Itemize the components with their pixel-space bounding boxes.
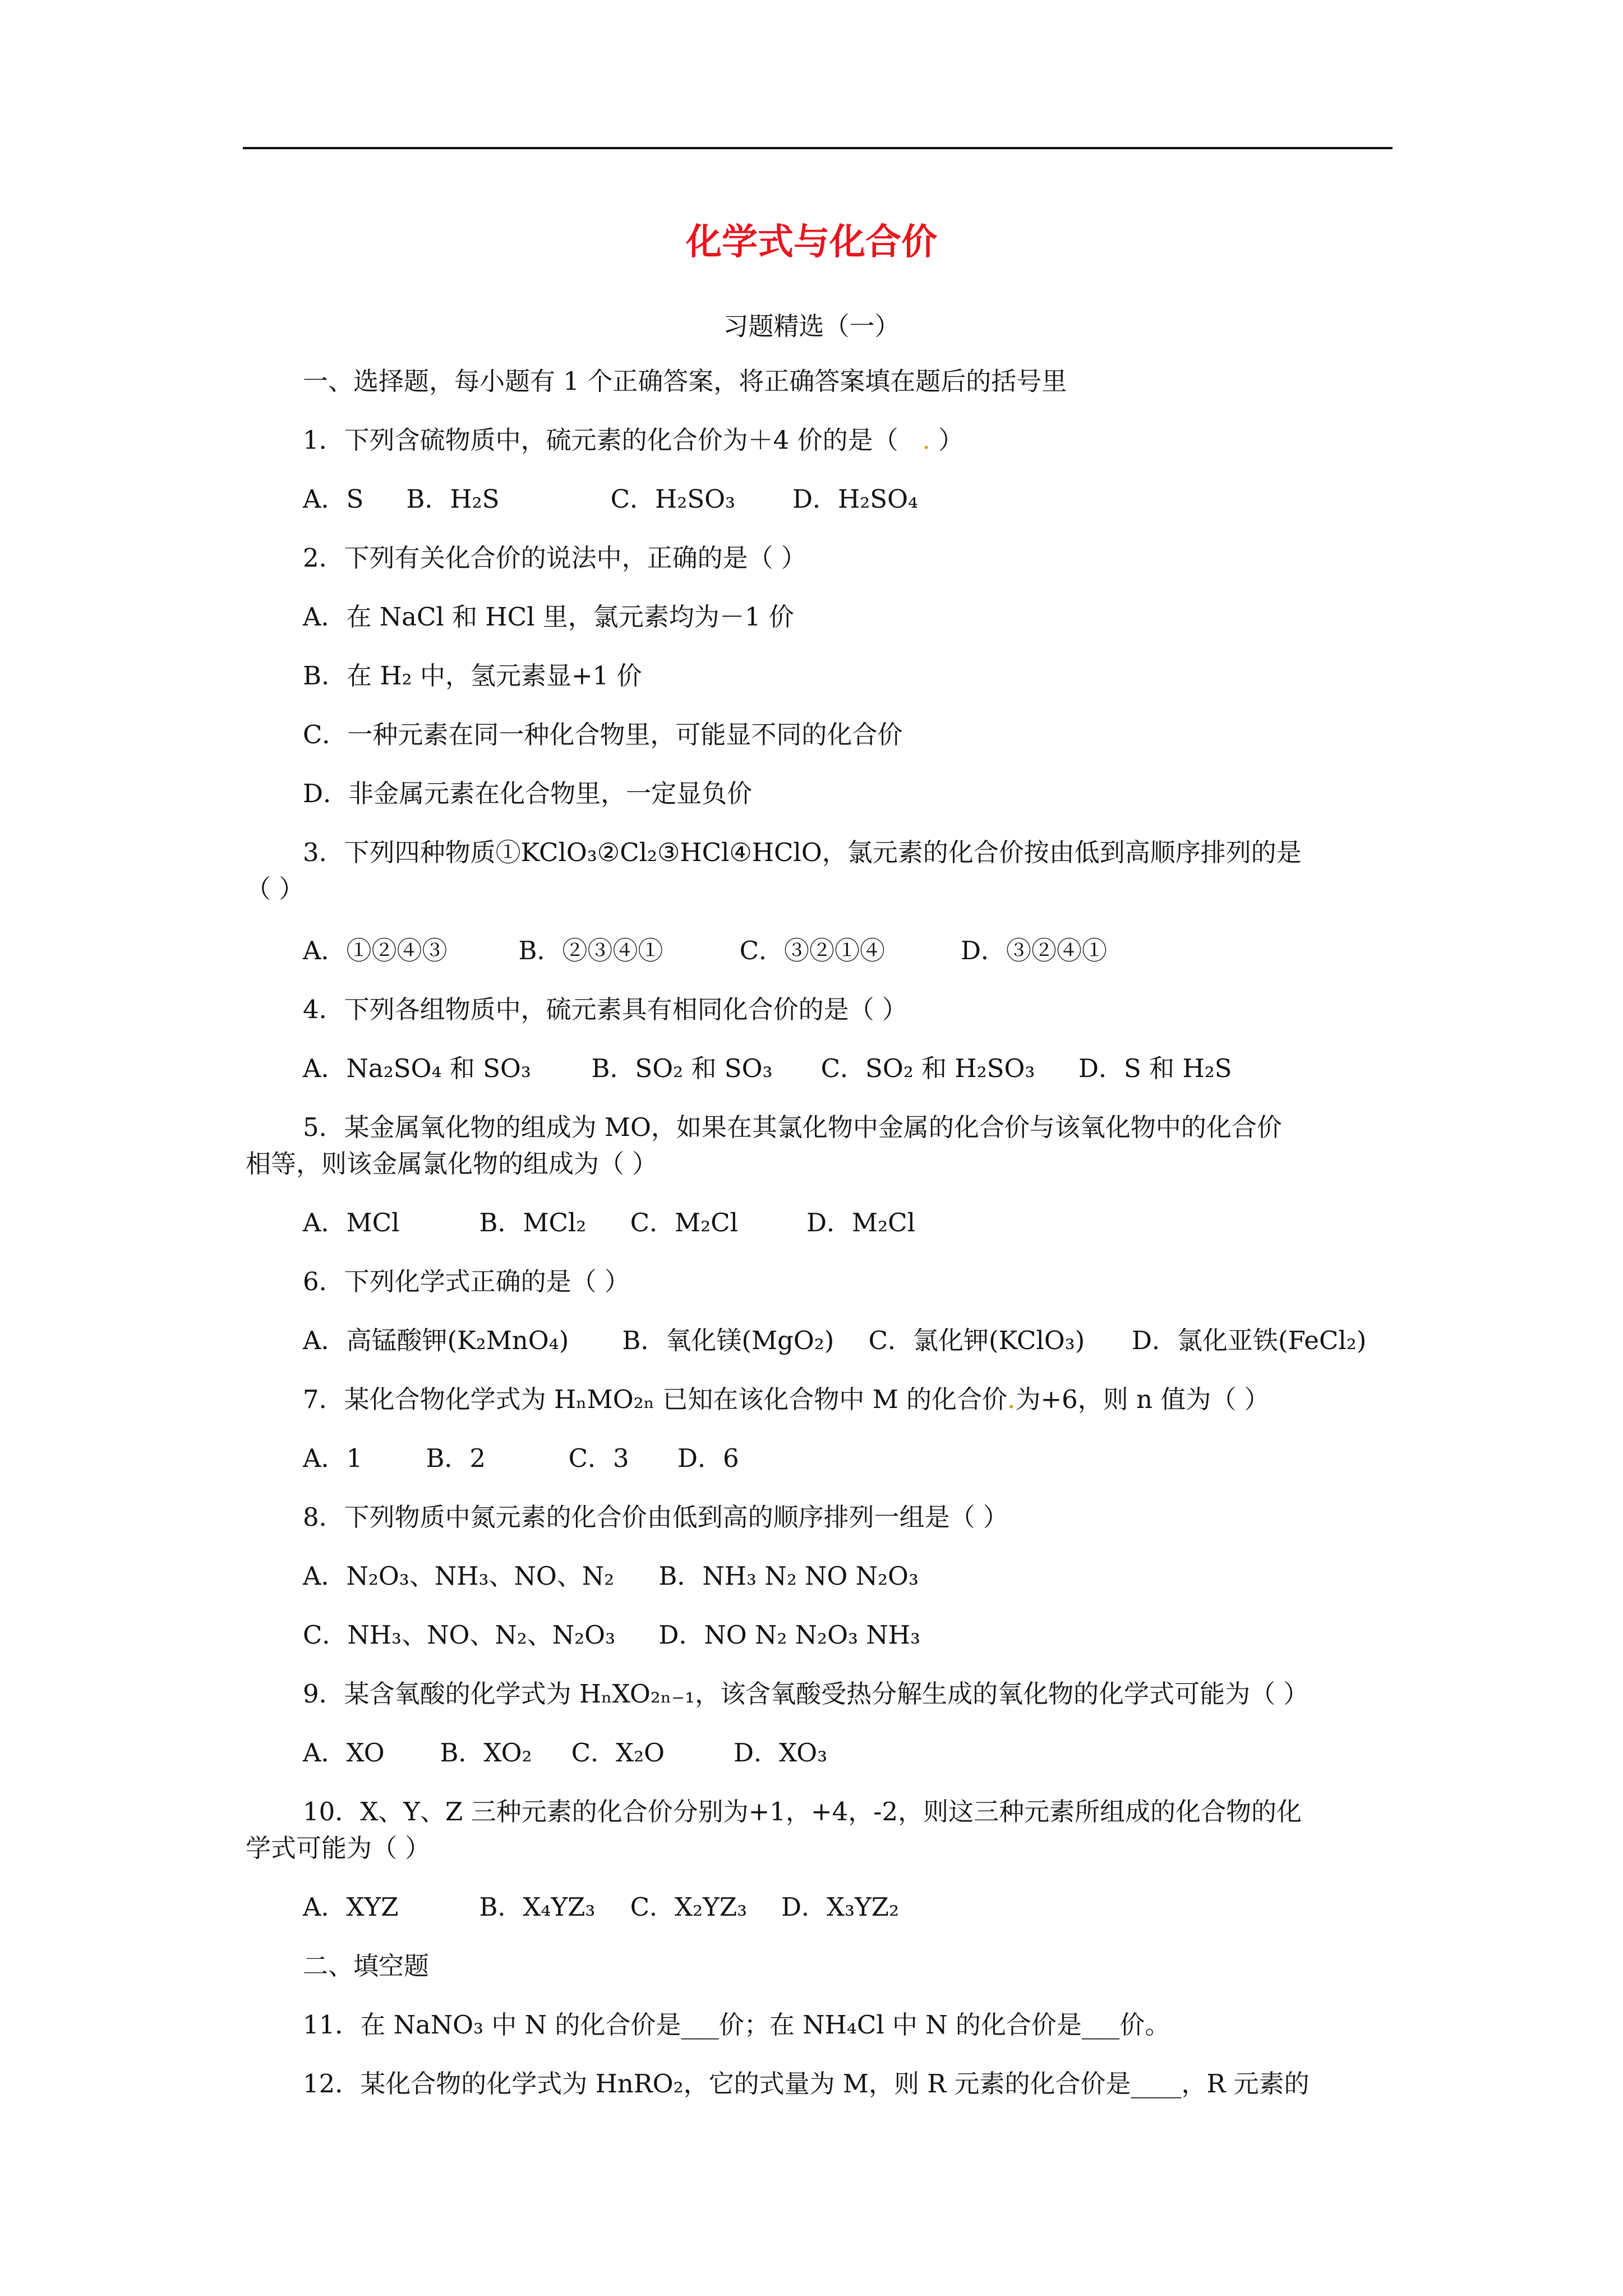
question-stem: 7．某化合物化学式为 HₙMO₂ₙ 已知在该化合物中 M 的化合价 xyxy=(303,1384,1008,1414)
option-a: A．①②④③ xyxy=(303,936,448,965)
question-stem-end: 为+6，则 n 值为（ ） xyxy=(1015,1384,1270,1414)
option-d: D．XO₃ xyxy=(733,1738,828,1768)
question-9: 9．某含氧酸的化学式为 HₙXO₂ₙ₋₁，该含氧酸受热分解生成的氧化物的化学式可能为（ ） xyxy=(303,1679,1309,1709)
option-b: B．NH₃ N₂ NO N₂O₃ xyxy=(658,1561,919,1591)
option-d: D．S 和 H₂S xyxy=(1078,1053,1232,1083)
option-c: C．X₂YZ₃ xyxy=(630,1892,748,1922)
option-b: B．氧化镁(MgO₂) xyxy=(622,1326,834,1355)
question-5-cont: 相等，则该金属氯化物的组成为（ ） xyxy=(246,1149,658,1179)
option-d: D．M₂Cl xyxy=(806,1208,915,1237)
option-a: A．S xyxy=(303,484,364,514)
option-a: A．XO xyxy=(303,1738,385,1768)
question-3-cont: （ ） xyxy=(246,874,305,904)
question-10-cont: 学式可能为（ ） xyxy=(246,1833,431,1863)
option-b: B．SO₂ 和 SO₃ xyxy=(591,1053,773,1083)
question-3-options xyxy=(303,934,1107,968)
option-a: A．XYZ xyxy=(303,1892,399,1922)
option-c: C．3 xyxy=(568,1443,629,1473)
question-2-option-c: C．一种元素在同一种化合物里，可能显不同的化合价 xyxy=(303,720,903,749)
option-b: B．X₄YZ₃ xyxy=(479,1892,596,1922)
question-2-option-d: D．非金属元素在化合物里，一定显负价 xyxy=(303,779,753,808)
option-a: A．Na₂SO₄ 和 SO₃ xyxy=(303,1053,531,1083)
question-5-options xyxy=(303,1206,915,1240)
option-d: D．NO N₂ N₂O₃ NH₃ xyxy=(658,1620,920,1650)
option-c: C．SO₂ 和 H₂SO₃ xyxy=(820,1053,1035,1083)
option-a: A．高锰酸钾(K₂MnO₄) xyxy=(303,1326,569,1355)
section-heading-fill: 二、填空题 xyxy=(303,1951,430,1981)
question-12: 12．某化合物的化学式为 HnRO₂，它的式量为 M，则 R 元素的化合价是____，R 元素的 xyxy=(303,2069,1310,2099)
question-10-options xyxy=(303,1890,899,1924)
option-b: B．②③④① xyxy=(518,936,663,965)
option-a: A．N₂O₃、NH₃、NO、N₂ xyxy=(303,1561,615,1591)
option-c: C．氯化钾(KClO₃) xyxy=(868,1326,1085,1355)
option-c: C．NH₃、NO、N₂、N₂O₃ xyxy=(303,1620,616,1650)
question-5: 5．某金属氧化物的组成为 MO，如果在其氯化物中金属的化合价与该氧化物中的化合价 xyxy=(303,1112,1282,1142)
option-b: B．H₂S xyxy=(406,484,500,514)
option-c: C．X₂O xyxy=(571,1738,665,1768)
option-c: C．M₂Cl xyxy=(630,1208,738,1237)
question-8-options-cd xyxy=(303,1618,920,1652)
question-4-options xyxy=(303,1052,1232,1085)
mark-dot: . xyxy=(906,425,930,455)
question-9-options xyxy=(303,1736,827,1770)
question-2: 2．下列有关化合价的说法中，正确的是（ ） xyxy=(303,543,806,573)
question-7 xyxy=(303,1383,1270,1416)
question-2-option-b: B．在 H₂ 中，氢元素显+1 价 xyxy=(303,661,642,691)
option-c: C．H₂SO₃ xyxy=(610,484,736,514)
mark-dot: . xyxy=(1007,1384,1016,1414)
question-stem-end: ） xyxy=(938,425,964,455)
question-1 xyxy=(303,424,963,457)
page-title: 化学式与化合价 xyxy=(686,222,937,263)
page-subtitle: 习题精选（一） xyxy=(723,311,900,341)
option-d: D．氯化亚铁(FeCl₂) xyxy=(1131,1326,1367,1355)
question-7-options xyxy=(303,1442,739,1475)
option-a: A．1 xyxy=(303,1443,363,1473)
option-b: B．2 xyxy=(426,1443,486,1473)
option-d: D．6 xyxy=(677,1443,739,1473)
question-6: 6．下列化学式正确的是（ ） xyxy=(303,1267,630,1296)
question-4: 4．下列各组物质中，硫元素具有相同化合价的是（ ） xyxy=(303,995,907,1024)
question-2-option-a: A．在 NaCl 和 HCl 里，氯元素均为－1 价 xyxy=(303,602,794,632)
question-1-options xyxy=(303,482,918,516)
option-b: B．XO₂ xyxy=(440,1738,532,1768)
option-d: D．③②④① xyxy=(960,936,1108,965)
question-stem: 1．下列含硫物质中，硫元素的化合价为＋4 价的是（ xyxy=(303,425,898,455)
section-heading-choice: 一、选择题，每小题有 1 个正确答案，将正确答案填在题后的括号里 xyxy=(303,366,1067,396)
question-10: 10．X、Y、Z 三种元素的化合价分别为+1，+4，-2，则这三种元素所组成的化合物的化 xyxy=(303,1797,1302,1826)
question-11: 11．在 NaNO₃ 中 N 的化合价是___价；在 NH₄Cl 中 N 的化合价是___价。 xyxy=(303,2010,1170,2040)
question-8-options-ab xyxy=(303,1559,919,1593)
option-d: D．X₃YZ₂ xyxy=(781,1892,900,1922)
option-d: D．H₂SO₄ xyxy=(792,484,919,514)
question-8: 8．下列物质中氮元素的化合价由低到高的顺序排列一组是（ ） xyxy=(303,1502,1008,1532)
option-a: A．MCl xyxy=(303,1208,400,1237)
question-3: 3．下列四种物质①KClO₃②Cl₂③HCl④HClO，氯元素的化合价按由低到高顺序排列的是 xyxy=(303,838,1302,867)
question-6-options xyxy=(303,1324,1366,1358)
option-b: B．MCl₂ xyxy=(479,1208,587,1237)
option-c: C．③②①④ xyxy=(739,936,886,965)
header-rule xyxy=(243,147,1393,149)
